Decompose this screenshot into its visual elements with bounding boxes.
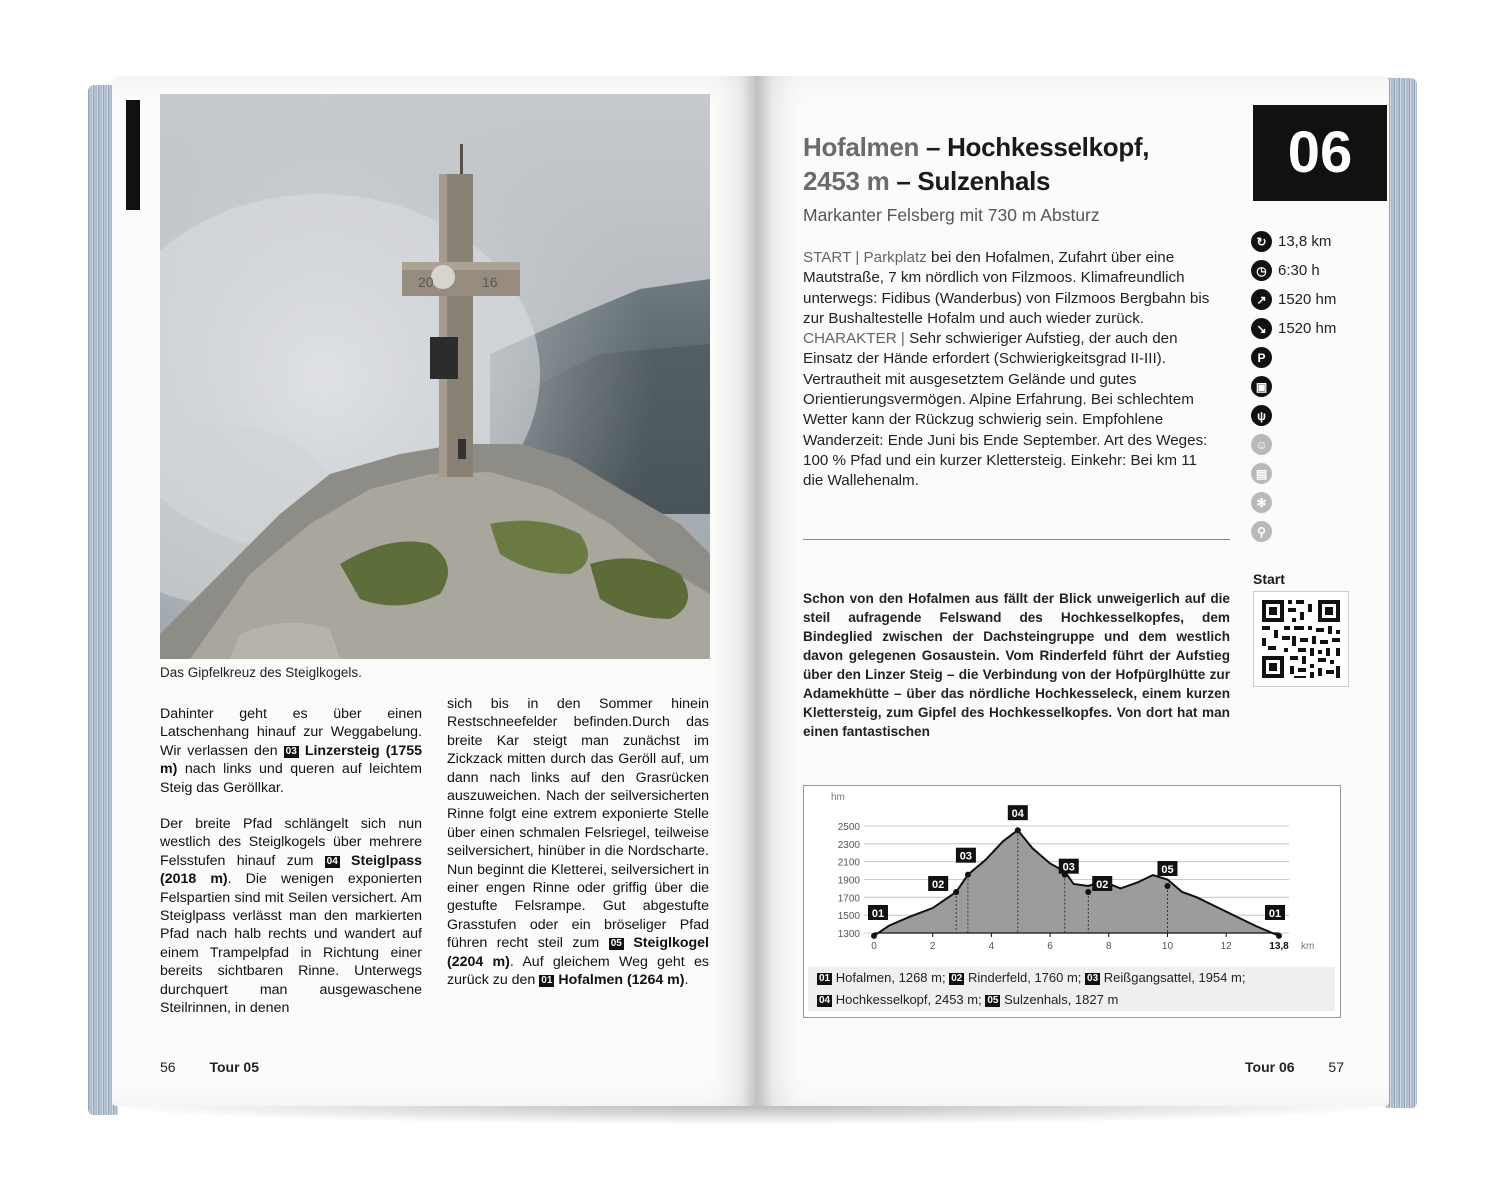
legend-label: Reißgangsattel, 1954 m; [1103, 970, 1246, 985]
x-axis-unit: km [1301, 941, 1315, 952]
legend-marker: 02 [951, 973, 963, 984]
waypoint-dot [953, 889, 959, 895]
text-run: . Auf gleichem Weg geht es zurück zu den [447, 953, 709, 989]
start-label: START | [803, 249, 864, 266]
title-summit: – Hochkesselkopf, [919, 132, 1150, 162]
waypoint-marker: 03 [285, 745, 297, 757]
x-tick-label: 6 [1047, 941, 1053, 952]
waypoint-label: 01 [1268, 908, 1282, 920]
ascent-icon: ↗ [1251, 289, 1272, 310]
place-name: Hofalmen (1264 m) [558, 972, 685, 989]
y-tick-label: 1900 [837, 875, 860, 887]
descent-icon: ↘ [1251, 318, 1272, 339]
restaurant-icon: ψ [1251, 405, 1272, 426]
x-tick-label: 13,8 [1269, 941, 1289, 952]
place-name: Linzersteig (1755 m) [160, 742, 422, 778]
waypoint-label: 05 [1161, 864, 1174, 877]
x-tick-label: 8 [1106, 941, 1112, 952]
start-parking: Parkplatz [863, 249, 927, 266]
intro-paragraph: Schon von den Hofalmen aus fällt der Blick unweigerlich auf die steil aufragende Felswand des Hochkesselkopfes, dem Bindeglied zwischen der Dachsteingruppe und dem westlich davon gelegenen Gosaustein. Vom Rinderfeld führt der Aufstieg über den Linzer Steig – die Verbindung von der Hofpürglhütte zur Adamekhütte – über das nördliche Hochkesseleck, einem kurzen Klettersteig, zum Gipfel des Hochkesselkopfes. Von dort hat man einen fantastischen [803, 591, 1230, 739]
legend-marker: 05 [987, 995, 999, 1006]
qr-code[interactable] [1253, 591, 1349, 687]
stat-value: 13,8 km [1278, 233, 1332, 250]
left-text-column-1 [160, 705, 422, 1036]
waypoint-label: 01 [871, 908, 885, 920]
x-tick-label: 0 [871, 941, 877, 952]
summit-cross-photo [160, 94, 710, 659]
tour-stats [1251, 227, 1336, 546]
y-tick-label: 2100 [837, 857, 860, 869]
waypoint-dot [1164, 883, 1170, 889]
x-tick-label: 2 [929, 941, 936, 952]
x-tick-label: 12 [1220, 941, 1232, 952]
qr-code-icon [1254, 592, 1348, 686]
waypoint-label: 02 [1096, 878, 1109, 891]
cable-car-icon: ▤ [1251, 463, 1272, 484]
y-tick-label: 1300 [837, 929, 860, 940]
stat-value: 6:30 h [1278, 262, 1320, 279]
waypoint-marker: 04 [326, 855, 338, 867]
legend-label: Hofalmen, 1268 m; [835, 970, 946, 985]
page-number: 57 [1328, 1059, 1344, 1075]
y-tick-label: 1700 [837, 893, 860, 905]
stat-distance [1251, 227, 1336, 256]
character-text: Sehr schwieriger Aufstieg, der auch den Einsatz der Hände erfordert (Schwierigkeitsgrad II-III). Vertrautheit mit ausgesetztem Gelände und gutes Orientierungsvermögen. Alpine Erfahrung. Bei schlechtem Wetter kann der Rückzug schwierig sein. Empfohlene Wanderzeit: Ende Juni bis Ende September. Art des Weges: 100 % Pfad und ein kurzer Klettersteig. Einkehr: Bei km 11 die Wallehenalm. [803, 330, 1208, 490]
legend-marker: 04 [819, 995, 831, 1006]
feature-bike [1251, 517, 1336, 546]
waypoint-marker: 01 [541, 975, 553, 987]
place-name: Steiglkogel (2204 m) [447, 935, 709, 970]
time-icon: ◷ [1251, 260, 1272, 281]
x-tick-label: 10 [1161, 941, 1174, 952]
left-text-column-2 [447, 695, 709, 1008]
y-tick-label: 1500 [837, 911, 860, 923]
legend-marker: 03 [1087, 973, 1099, 984]
text-run: . Die wenigen exponierten Felspartien sind mit Seilen versichert. Am Steiglpass verlässt man den markierten Pfad nach halb rechts und wandert auf einem Trampelpfad in Richtung einer bereits sichtbaren Rinne. Unterwegs durchquert man ausgewaschene Steilrinnen, in denen [160, 871, 422, 1017]
character-info [803, 329, 1218, 491]
elevation-chart [804, 786, 1340, 966]
legend-label: Hochkesselkopf, 2453 m; [835, 992, 982, 1007]
y-axis-label: hm [831, 792, 845, 803]
bus-icon: ▣ [1251, 376, 1272, 397]
tour-title [803, 130, 1149, 198]
winter-icon: ✻ [1251, 492, 1272, 513]
waypoint-label: 03 [959, 850, 973, 863]
stat-time [1251, 256, 1336, 285]
waypoint-label: 02 [932, 878, 945, 891]
right-folio [1245, 1059, 1344, 1075]
text-run: sich bis in den Sommer hinein Restschneefelder befinden.Durch das breite Kar steigt man zunächst im Zickzack mitten durch das Geröll auf, um dann nach links auf den Grasrücken auszuweichen. Nach der seilversicherten Rinne folgt eine extrem exponierte Stelle über einen schmalen Felsriegel, teilweise seilversichert, hinüber in die Nordscharte. Nun beginnt die Kletterei, seilversichert in einer engen Rinne oder griffig über die gestufte Felsrampe. Gut abgestufte Grasstufen oder ein bröseliger Pfad führen recht steil zum [447, 696, 709, 952]
character-label: CHARAKTER | [803, 330, 910, 348]
stat-value: 1520 hm [1278, 291, 1337, 308]
title-elevation: 2453 m [803, 166, 890, 196]
parking-icon: P [1251, 347, 1272, 368]
start-text: bei den Hofalmen, Zufahrt über eine Mautstraße, 7 km nördlich von Filzmoos. Klimafreundlich unterwegs: Fidibus (Wanderbus) von Filzmoos Bergbahn bis zur Bushaltestelle Hofalm und auch wieder zurück. [803, 249, 1210, 327]
waypoint-dot [965, 872, 971, 878]
feature-winter [1251, 488, 1336, 517]
waypoint-dot [1015, 827, 1021, 833]
bike-icon: ⚲ [1251, 521, 1272, 542]
start-info [803, 248, 1218, 329]
photo-caption: Das Gipfelkreuz des Steiglkogels. [160, 665, 362, 680]
feature-children [1251, 430, 1336, 459]
text-run: nach links und queren auf leichtem Steig das Geröllkar. [160, 761, 422, 796]
left-folio [160, 1059, 259, 1075]
feature-parking [1251, 343, 1336, 372]
page-edges-right [1385, 78, 1417, 1109]
summit-cross-image [160, 94, 710, 659]
page-number: 56 [160, 1059, 176, 1075]
tour-subtitle: Markanter Felsberg mit 730 m Absturz [803, 205, 1100, 225]
tour-label: Tour 06 [1245, 1059, 1295, 1075]
feature-cable-car [1251, 459, 1336, 488]
stat-ascent [1251, 285, 1336, 314]
stat-descent [1251, 314, 1336, 343]
y-tick-label: 2500 [837, 822, 860, 833]
child-friendly-icon: ☺ [1251, 434, 1272, 455]
text-run: Der breite Pfad schlängelt sich nun westlich des Steiglkogels über mehrere Felsstufen hinauf zum [160, 816, 422, 869]
legend-row-2 [808, 989, 1335, 1011]
book-gutter [742, 76, 772, 1106]
distance-icon: ↻ [1251, 231, 1272, 252]
tour-label: Tour 05 [209, 1059, 259, 1075]
legend-marker: 01 [819, 973, 831, 984]
text-run: Dahinter geht es über einen Latschenhang hinauf zur Weggabelung. Wir verlassen den [160, 706, 422, 759]
tour-number-badge: 06 [1253, 105, 1387, 201]
place-name: Steiglpass (2018 m) [160, 852, 422, 888]
x-tick-label: 4 [988, 941, 995, 952]
waypoint-legend [808, 967, 1335, 1011]
chapter-tab-marker [126, 100, 140, 210]
divider [803, 539, 1230, 540]
y-tick-label: 2300 [837, 839, 860, 851]
waypoint-label: 04 [1011, 808, 1024, 821]
title-end: – Sulzenhals [889, 166, 1051, 196]
qr-label: Start [1253, 571, 1285, 587]
text-run: . [684, 972, 689, 989]
feature-bus [1251, 372, 1336, 401]
title-start: Hofalmen [803, 132, 920, 162]
cross-year-right: 16 [482, 274, 498, 290]
waypoint-marker: 05 [610, 938, 622, 950]
tour-info-block [803, 248, 1218, 492]
legend-label: Rinderfeld, 1760 m; [967, 970, 1082, 985]
waypoint-dot [1085, 889, 1091, 895]
cross-year-left: 20 [418, 274, 434, 290]
stat-value: 1520 hm [1278, 320, 1337, 337]
waypoint-label: 03 [1062, 861, 1075, 874]
legend-row-1 [808, 967, 1335, 989]
legend-label: Sulzenhals, 1827 m [1004, 992, 1119, 1007]
feature-restaurant [1251, 401, 1336, 430]
